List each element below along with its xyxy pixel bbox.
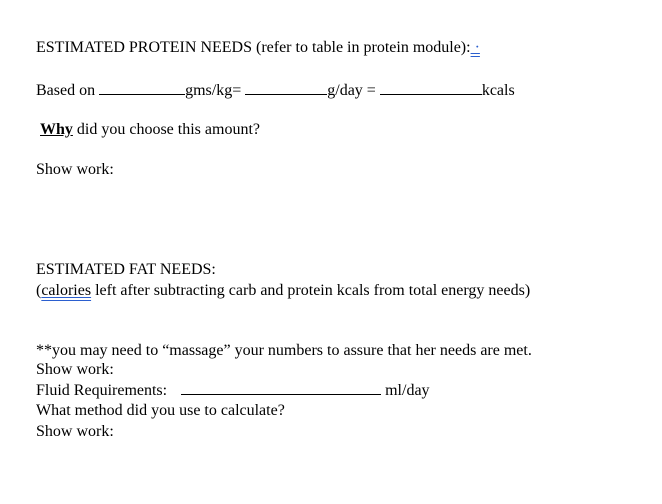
protein-heading: ESTIMATED PROTEIN NEEDS (refer to table in protein module):: [36, 39, 471, 56]
fluid-requirements-line: [36, 380, 430, 401]
fat-note-text: left after subtracting carb and protein kcals from total energy needs): [91, 282, 531, 299]
fat-note-calories-word: calories: [41, 282, 92, 299]
g-per-day-label: g/day =: [327, 82, 376, 99]
kcals-label: kcals: [481, 82, 515, 99]
gms-per-kg-label: gms/kg=: [185, 82, 242, 99]
gms-per-kg-blank[interactable]: [99, 80, 185, 95]
g-per-day-blank[interactable]: [245, 80, 327, 95]
fluid-show-work: Show work:: [36, 423, 114, 440]
massage-show-work: Show work:: [36, 361, 114, 378]
massage-note: **you may need to “massage” your numbers to assure that her needs are met.: [36, 342, 532, 359]
kcals-blank[interactable]: [380, 80, 482, 95]
fat-heading: ESTIMATED FAT NEEDS:: [36, 261, 216, 278]
why-bold: Why: [40, 121, 73, 138]
protein-show-work: Show work:: [36, 161, 114, 178]
method-question: What method did you use to calculate?: [36, 402, 285, 419]
fluid-blank[interactable]: [181, 380, 381, 395]
protein-calc-line: [36, 80, 515, 101]
protein-heading-line: [36, 38, 480, 58]
fluid-label: Fluid Requirements:: [36, 382, 168, 399]
why-question: [40, 120, 260, 140]
fat-note-paren: (: [36, 282, 42, 299]
spelling-mark: ·: [470, 39, 480, 56]
why-question-text: did you choose this amount?: [72, 121, 260, 138]
based-on-label: Based on: [36, 82, 96, 99]
fluid-unit: ml/day: [385, 382, 430, 399]
fat-note: [36, 281, 530, 301]
